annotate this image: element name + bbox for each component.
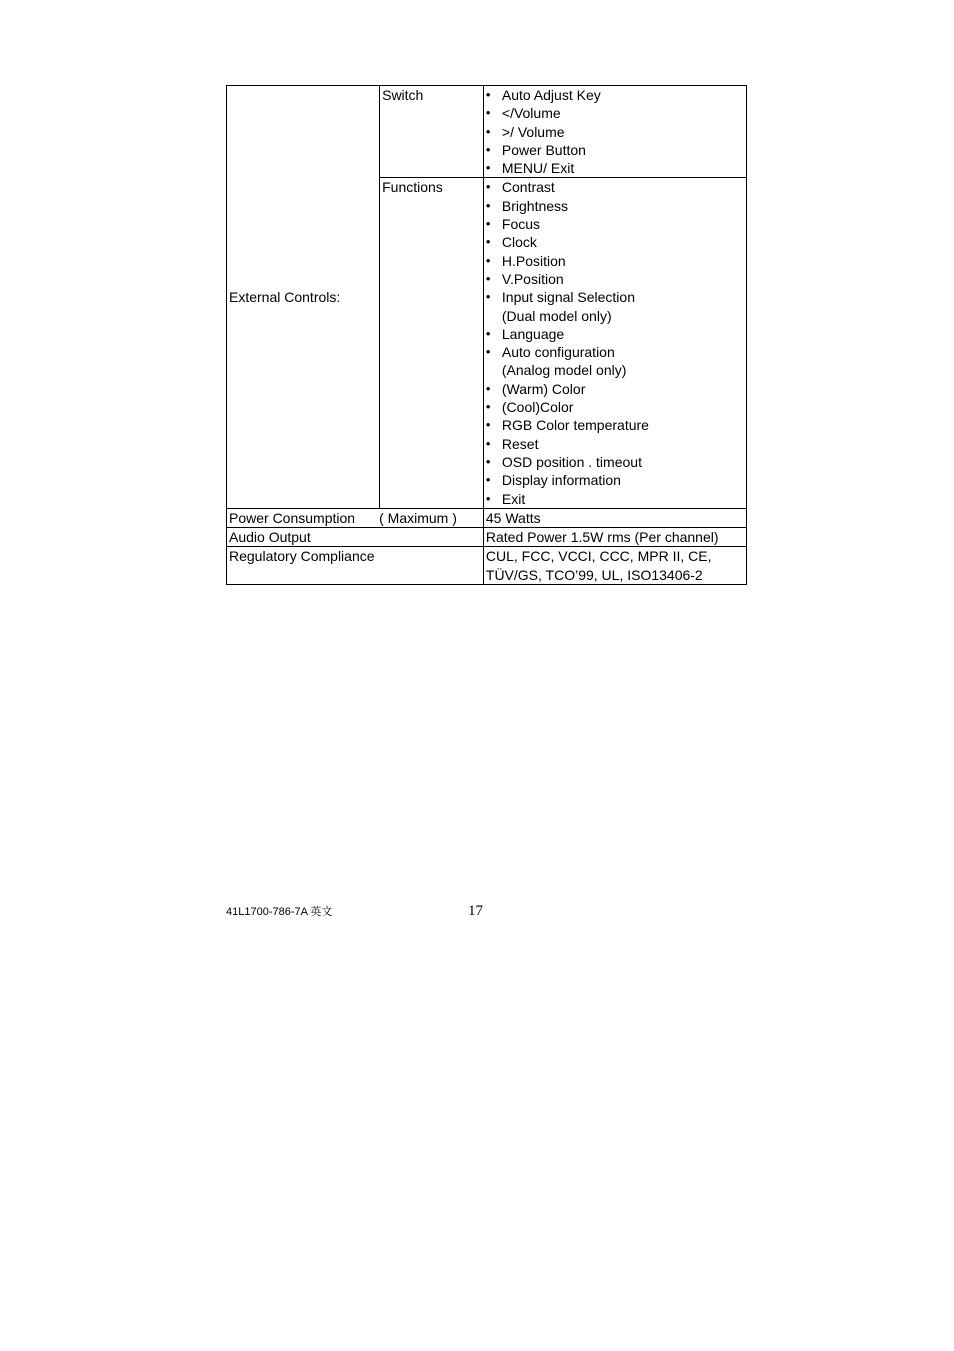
regulatory-value-cell (483, 547, 746, 585)
power-qualifier: ( Maximum ) (379, 509, 457, 526)
list-item-text: • Brightness (501, 197, 569, 214)
list-item (486, 252, 744, 270)
functions-cell (380, 178, 484, 508)
list-item-text: • H.Position (501, 252, 566, 269)
list-item: • Power Button (486, 141, 744, 159)
list-item: • Auto Adjust Key (486, 86, 744, 104)
list-item-text: • Auto configuration (501, 344, 615, 361)
footer-doc-code: 41L1700-786-7A 英文 (226, 906, 333, 918)
list-item-text: • Display information (501, 472, 621, 489)
list-item (486, 233, 744, 251)
list-item (486, 215, 744, 233)
spec-table (226, 85, 747, 585)
list-item-text: • V.Position (501, 270, 564, 287)
external-controls-cell (227, 86, 380, 509)
function-list (486, 178, 744, 507)
table-row (227, 528, 747, 547)
regulatory-label-cell (227, 547, 484, 585)
switch-list (486, 86, 744, 177)
audio-label: Audio Output (229, 529, 311, 546)
table-row (227, 508, 747, 527)
switch-items-cell (483, 86, 746, 178)
list-item-text: • (Cool)Color (501, 399, 574, 416)
list-item (486, 435, 744, 453)
audio-value-cell (483, 528, 746, 547)
list-item (486, 380, 744, 398)
audio-label-cell (227, 528, 484, 547)
list-item (486, 416, 744, 434)
list-item-text: • Clock (501, 234, 537, 251)
list-item: • MENU/ Exit (486, 159, 744, 177)
list-item-note: (Dual model only) (501, 307, 612, 324)
list-item (486, 197, 744, 215)
list-item (486, 490, 744, 508)
power-label-cell (227, 508, 484, 527)
table-row (227, 547, 747, 585)
power-value: 45 Watts (485, 509, 541, 526)
list-item (486, 398, 744, 416)
external-controls-label: External Controls: (229, 288, 341, 305)
list-item (486, 288, 744, 325)
list-item-note: (Analog model only) (501, 362, 627, 379)
list-item (486, 270, 744, 288)
list-item-text: • Focus (501, 216, 541, 233)
list-item-text: • Exit (501, 490, 526, 507)
table-row (227, 86, 747, 178)
page-number: 17 (468, 903, 483, 919)
switch-label: Switch (382, 87, 424, 103)
list-item (486, 325, 744, 343)
list-item (486, 453, 744, 471)
list-item-text: • RGB Color temperature (501, 417, 649, 434)
list-item: • </Volume (486, 104, 744, 122)
functions-label: Functions (382, 179, 443, 196)
list-item (486, 471, 744, 489)
list-item-text: • OSD position . timeout (501, 453, 642, 470)
list-item: • >/ Volume (486, 123, 744, 141)
regulatory-line2: TÜV/GS, TCO’99, UL, ISO13406-2 (485, 566, 703, 583)
regulatory-line1: CUL, FCC, VCCI, CCC, MPR II, CE, (485, 548, 712, 565)
list-item-text: • Language (501, 325, 565, 342)
regulatory-label: Regulatory Compliance (229, 548, 375, 565)
list-item (486, 343, 744, 380)
switch-cell (380, 86, 484, 178)
list-item-text: • Input signal Selection (501, 289, 635, 306)
power-label: Power Consumption (229, 509, 356, 526)
list-item-text: • Reset (501, 435, 539, 452)
audio-value: Rated Power 1.5W rms (Per channel) (485, 529, 719, 546)
power-value-cell (483, 508, 746, 527)
function-items-cell (483, 178, 746, 508)
list-item (486, 178, 744, 196)
list-item-text: • (Warm) Color (501, 380, 586, 397)
list-item-text: • Contrast (501, 179, 555, 196)
